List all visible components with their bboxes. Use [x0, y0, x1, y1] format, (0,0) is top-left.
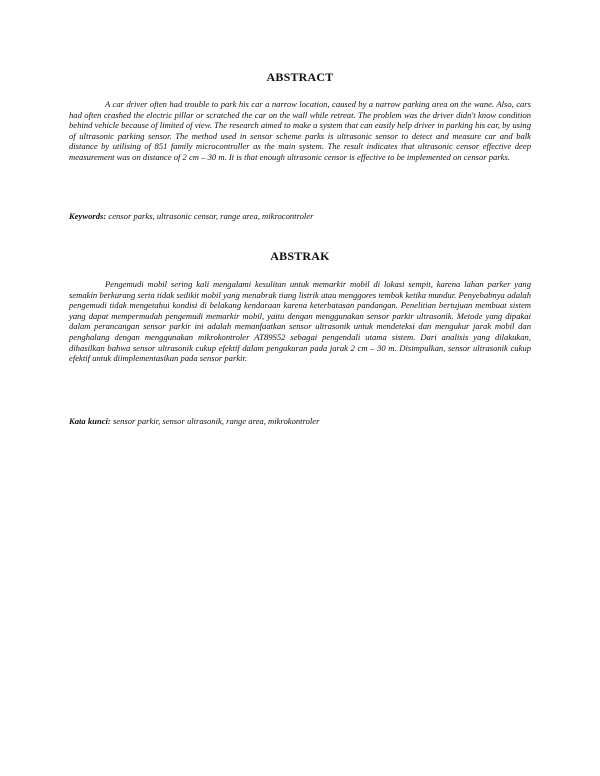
- kata-kunci-text: sensor parkir, sensor ultrasonik, range area, mikrokontroler: [112, 416, 320, 426]
- keywords-label: Keywords:: [69, 211, 107, 221]
- kata-kunci-line: [69, 416, 531, 427]
- kata-kunci-label: Kata kunci:: [69, 416, 111, 426]
- keywords-line: [69, 211, 531, 222]
- abstrak-title: ABSTRAK: [270, 249, 330, 263]
- abstract-body-indonesian: Pengemudi mobil sering kali mengalami kesulitan untuk memarkir mobil di lokasi sempit, karena lahan parker yang semakin berkurang serta tidak sedikit mobil yang menabrak tiang listrik atau menggores tembok ketika mundur. Penyebabnya adalah pengemudi tidak mengetahui kondisi di belakang kendaraan karena keterbatasan pandangan. Penelitian bertujuan membuat sistem yang dapat mempermudah pengemudi memarkir mobil, yaitu dengan menggunakan sensor parkir ultrasonik. Metode yang dipakai dalam perancangan sensor parkir ini adalah memanfaatkan sensor ultrasonik untuk mendeteksi dan mengukur jarak mobil dan penghalang dengan menggunakan mikrokontroler AT89S52 sebagai pengendali utama sistem. Dari analisis yang dilakukan, dihasilkan bahwa sensor ultrasonik cukup efektif dalam pengukuran pada jarak 2 cm – 30 m. Disimpulkan, sensor ultrasonik cukup efektif untuk diimplementasikan pada sensor parkir.: [69, 279, 531, 364]
- abstract-title: ABSTRACT: [266, 70, 334, 84]
- keywords-text: censor parks, ultrasonic censor, range area, mikrocontroler: [108, 211, 314, 221]
- abstract-body-english: A car driver often had trouble to park his car a narrow location, caused by a narrow parking area on the wane. Also, cars had often crashed the electric pillar or scratched the car on the wall while retreat. The problem was the driver didn't know condition behind vehicle because of limited of view. The research aimed to make a system that can easily help driver in parking his car, by using of ultrasonic parking sensor. The method used in sensor scheme parks is ultrasonic sensor to detect and measure car and balk distance by utilising of 851 family microcontroller as the main system. The result indicates that ultrasonic censor effective deep measurement was on distance of 2 cm – 30 m. It is that enough ultrasonic censor is effective to be implemented on censor parks.: [69, 99, 531, 162]
